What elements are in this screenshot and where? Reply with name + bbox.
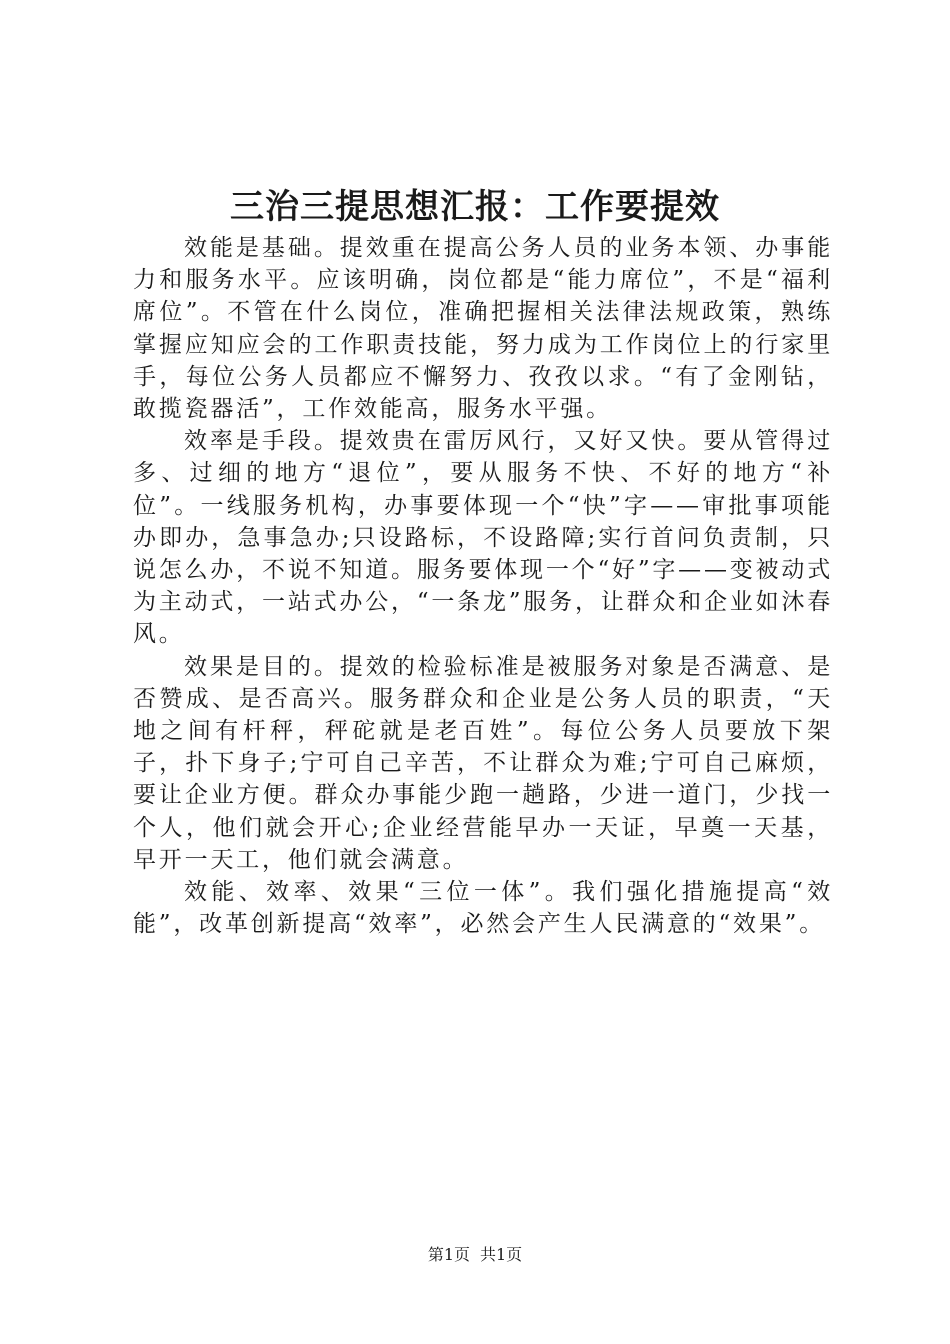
paragraph-efficiency: 效率是手段。提效贵在雷厉风行，又好又快。要从管得过多、过细的地方“退位”，要从服务不快、不好的地方“补位”。一线服务机构，办事要体现一个“快”字——审批事项能办即办，急事急办;只设路标，不设路障;实行首问负责制，只说怎么办，不说不知道。服务要体现一个“好”字——变被动式为主动式，一站式办公，“一条龙”服务，让群众和企业如沐春风。 bbox=[133, 428, 833, 648]
paragraph-conclusion: 效能、效率、效果“三位一体”。我们强化措施提高“效能”，改革创新提高“效率”，必然会产生人民满意的“效果”。 bbox=[133, 879, 833, 938]
document-title: 三治三提思想汇报：工作要提效 bbox=[230, 187, 720, 227]
document-body bbox=[133, 232, 833, 940]
page-number-total: 共1页 bbox=[480, 1245, 523, 1264]
paragraph-efficacy: 效能是基础。提效重在提高公务人员的业务本领、办事能力和服务水平。应该明确，岗位都是“能力席位”，不是“福利席位”。不管在什么岗位，准确把握相关法律法规政策，熟练掌握应知应会的工作职责技能，努力成为工作岗位上的行家里手，每位公务人员都应不懈努力、孜孜以求。“有了金刚钻，敢揽瓷器活”，工作效能高，服务水平强。 bbox=[133, 235, 833, 423]
paragraph-effect: 效果是目的。提效的检验标准是被服务对象是否满意、是否赞成、是否高兴。服务群众和企业是公务人员的职责，“天地之间有杆秤，秤砣就是老百姓”。每位公务人员要放下架子，扑下身子;宁可自己辛苦，不让群众为难;宁可自己麻烦，要让企业方便。群众办事能少跑一趟路，少进一道门，少找一个人，他们就会开心;企业经营能早办一天证，早奠一天基，早开一天工，他们就会满意。 bbox=[133, 653, 833, 873]
page-footer bbox=[0, 1244, 950, 1266]
page-number-current: 第1页 bbox=[427, 1245, 470, 1264]
